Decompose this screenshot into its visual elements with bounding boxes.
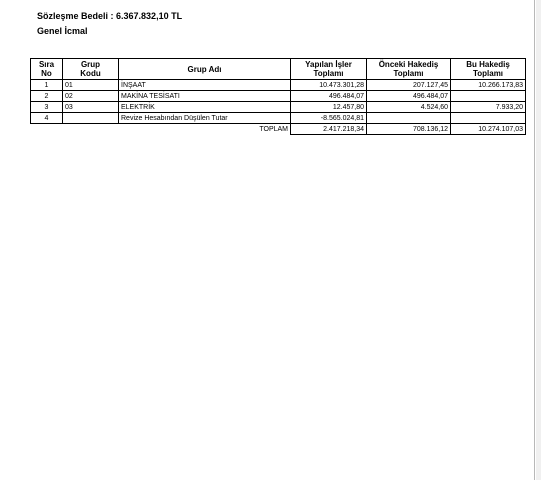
column-header-sira-no: Sıra No <box>31 59 63 80</box>
group-name: İNŞAAT <box>119 80 291 91</box>
group-code: 01 <box>63 80 119 91</box>
current-progress-total: 7.933,20 <box>451 102 526 113</box>
column-header-grup-kodu: Grup Kodu <box>63 59 119 80</box>
work-done-total: 12.457,80 <box>291 102 367 113</box>
total-current-progress: 10.274.107,03 <box>451 124 526 135</box>
total-spacer <box>63 124 119 135</box>
previous-progress-total: 496.484,07 <box>367 91 451 102</box>
row-number: 4 <box>31 113 63 124</box>
total-label: TOPLAM <box>259 125 288 133</box>
work-done-total: 496.484,07 <box>291 91 367 102</box>
column-header-onceki-hakedis: Önceki Hakediş Toplamı <box>367 59 451 80</box>
group-name: Revize Hesabından Düşülen Tutar <box>119 113 291 124</box>
total-previous-progress: 708.136,12 <box>367 124 451 135</box>
column-header-yapilan-isler: Yapılan İşler Toplamı <box>291 59 367 80</box>
total-work-done: 2.417.218,34 <box>291 124 367 135</box>
group-code: 03 <box>63 102 119 113</box>
table-row <box>31 91 526 102</box>
work-done-total: -8.565.024,81 <box>291 113 367 124</box>
table-header-row <box>31 59 526 80</box>
contract-value: Sözleşme Bedeli : 6.367.832,10 TL <box>37 11 183 21</box>
summary-table <box>30 58 526 135</box>
current-progress-total <box>451 91 526 102</box>
total-spacer <box>31 124 63 135</box>
group-code <box>63 113 119 124</box>
column-header-grup-adi: Grup Adı <box>119 59 291 80</box>
total-row <box>31 124 526 135</box>
row-number: 2 <box>31 91 63 102</box>
column-header-bu-hakedis: Bu Hakediş Toplamı <box>451 59 526 80</box>
table-row <box>31 102 526 113</box>
work-done-total: 10.473.301,28 <box>291 80 367 91</box>
previous-progress-total <box>367 113 451 124</box>
current-progress-total: 10.266.173,83 <box>451 80 526 91</box>
group-name: ELEKTRİK <box>119 102 291 113</box>
scrollbar-edge[interactable] <box>536 0 541 480</box>
current-progress-total <box>451 113 526 124</box>
group-code: 02 <box>63 91 119 102</box>
row-number: 3 <box>31 102 63 113</box>
report-title: Genel İcmal <box>37 26 88 36</box>
group-name: MAKİNA TESİSATI <box>119 91 291 102</box>
previous-progress-total: 4.524,60 <box>367 102 451 113</box>
row-number: 1 <box>31 80 63 91</box>
table-row <box>31 113 526 124</box>
previous-progress-total: 207.127,45 <box>367 80 451 91</box>
table-row <box>31 80 526 91</box>
